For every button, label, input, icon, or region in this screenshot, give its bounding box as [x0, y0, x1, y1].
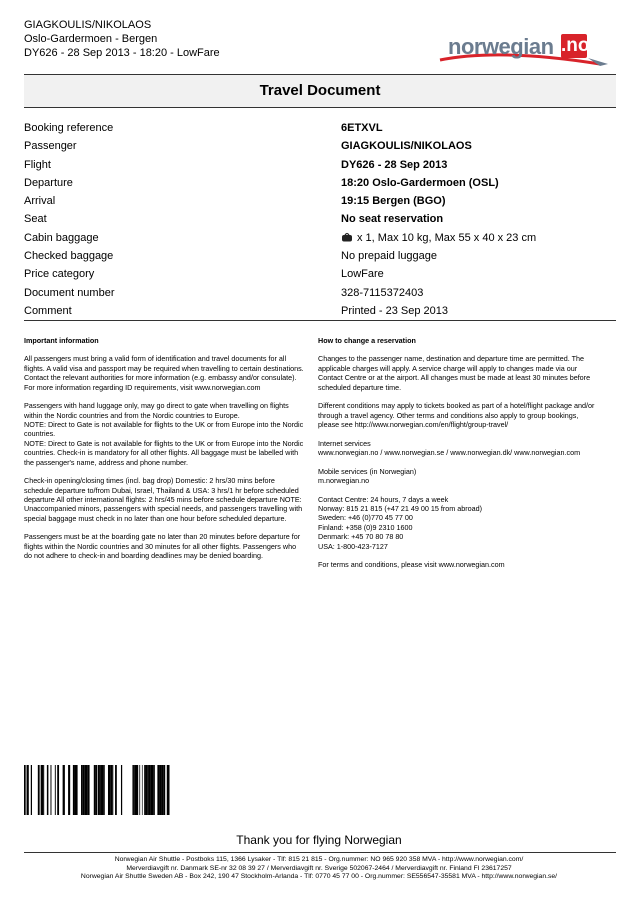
detail-value	[341, 229, 536, 247]
detail-value	[341, 174, 499, 192]
text-line: Passengers must be at the boarding gate no later than 20 minutes before departure for	[24, 532, 301, 542]
info-paragraph	[318, 495, 616, 551]
detail-value	[341, 210, 443, 228]
text-line: Internet services	[318, 438, 371, 448]
detail-value	[341, 192, 446, 210]
text-line: do not adhere to check-in and boarding deadlines may be denied boarding.	[24, 551, 263, 561]
change-reservation	[318, 336, 616, 579]
text-line: Passengers with hand luggage only, may go direct to gate when travelling on flights	[24, 401, 289, 411]
text-line: within the Nordic countries and from the Nordic countries to Europe.	[24, 410, 240, 420]
detail-value-text: LowFare	[341, 268, 384, 281]
text-line: Different conditions may apply to tickets booked as part of a hotel/flight package and/or	[318, 401, 595, 411]
detail-value	[341, 265, 384, 283]
text-line: countries. Check-in is mandatory for all other flights. All baggage must be labelled with	[24, 448, 299, 458]
reservation-heading: How to change a reservation	[318, 336, 416, 345]
info-paragraph	[24, 532, 320, 560]
company-footer	[0, 856, 638, 882]
text-line: All passengers must bring a valid form of identification and travel documents for all	[24, 354, 287, 364]
info-paragraph	[24, 476, 320, 523]
detail-label: Seat	[24, 213, 47, 226]
detail-value-text: No seat reservation	[341, 213, 444, 226]
info-paragraph	[318, 467, 616, 486]
info-paragraph	[318, 354, 616, 392]
detail-value	[341, 302, 448, 320]
text-line: the passenger's name, address and phone number.	[24, 457, 188, 467]
detail-label: Cabin baggage	[24, 231, 99, 244]
text-line: Sweden: +46 (0)770 45 77 00	[318, 513, 413, 523]
text-line: Unaccompanied minors, passengers with special needs, and passengers travelling with	[24, 504, 303, 514]
detail-label: Departure	[24, 176, 73, 189]
text-line: NOTE: Direct to Gate is not available for flights to the UK or from Europe into the Nordic	[24, 420, 304, 430]
text-line: Contact Centre or at the airport. All changes must be made at least 30 minutes before	[318, 373, 591, 383]
detail-label: Checked baggage	[24, 250, 114, 263]
detail-row	[24, 192, 616, 210]
text-line: m.norwegian.no	[318, 476, 370, 486]
detail-value-text: 6ETXVL	[341, 122, 383, 134]
text-line: For terms and conditions, please visit www.norwegian.com	[318, 560, 505, 570]
detail-value	[341, 156, 447, 174]
text-line: scheduled departure time.	[318, 382, 402, 392]
text-line: special baggage must check in no later than one hour before scheduled departure.	[24, 513, 287, 523]
detail-value	[341, 247, 437, 265]
detail-value-text: x 1, Max 10 kg, Max 55 x 40 x 23 cm	[357, 231, 537, 244]
detail-row	[24, 156, 616, 174]
text-line: flights within the Nordic countries and 30 minutes for all other flights. Passengers who	[24, 541, 297, 551]
booking-details	[24, 119, 616, 320]
important-information	[24, 336, 320, 570]
detail-value	[341, 284, 423, 302]
text-line: Contact the relevant authorities for more information (e.g. embassy and/or consulate).	[24, 373, 297, 383]
text-line: Denmark: +45 70 80 78 80	[318, 532, 404, 542]
text-line: flights. A valid visa and passport may be required when travelling to certain destinations.	[24, 363, 304, 373]
detail-value-text: 328-7115372403	[341, 286, 424, 299]
detail-label: Arrival	[24, 195, 56, 208]
text-line: Changes to the passenger name, destination and departure time are permitted. The	[318, 354, 584, 364]
detail-row	[24, 247, 616, 265]
header-route: Oslo-Gardermoen - Bergen	[24, 33, 158, 45]
text-line: USA: 1-800-423-7127	[318, 541, 388, 551]
detail-row	[24, 229, 616, 247]
detail-row	[24, 119, 616, 137]
header-flight-info: DY626 - 28 Sep 2013 - 18:20 - LowFare	[24, 47, 220, 59]
detail-label: Booking reference	[24, 122, 114, 134]
info-paragraph	[318, 439, 616, 458]
detail-row	[24, 284, 616, 302]
detail-value-text: No prepaid luggage	[341, 250, 438, 263]
logo-word: norwegian	[448, 34, 554, 59]
footer-divider	[24, 852, 616, 853]
detail-value-text: DY626 - 28 Sep 2013	[341, 158, 448, 171]
detail-value	[341, 119, 383, 137]
detail-value-text: 19:15 Bergen (BGO)	[341, 195, 446, 208]
footer-line: Norwegian Air Shuttle - Postboks 115, 1366 Lysaker - Tlf: 815 21 815 - Org.nummer: NO 965 920 358 MVA - http://www.norwegian.com/	[114, 856, 524, 863]
detail-row	[24, 302, 616, 320]
text-line: Mobile services (in Norwegian)	[318, 466, 417, 476]
text-line: through a travel agency. Other terms and conditions also apply to group bookings,	[318, 410, 579, 420]
important-heading: Important information	[24, 336, 99, 345]
thank-you-message: Thank you for flying Norwegian	[236, 833, 402, 847]
text-line: applicable charges will apply. A service charge will apply to changes made via our	[318, 363, 578, 373]
title-bar	[24, 74, 616, 108]
logo-tld: .no	[561, 35, 590, 56]
info-paragraph	[24, 401, 320, 467]
bag-icon	[341, 232, 353, 242]
info-paragraph	[24, 354, 320, 392]
passenger-header	[24, 18, 220, 60]
detail-label: Price category	[24, 268, 95, 281]
detail-value-text: Printed - 23 Sep 2013	[341, 304, 449, 317]
text-line: please see http://www.norwegian.com/en/flight/group-travel/	[318, 420, 509, 430]
info-paragraph	[318, 401, 616, 429]
detail-row	[24, 210, 616, 228]
detail-row	[24, 137, 616, 155]
text-line: Contact Centre: 24 hours, 7 days a week	[318, 494, 449, 504]
detail-row	[24, 265, 616, 283]
text-line: departure All other international flights: 2 hrs/45 mins before schedule departure NOTE:	[24, 495, 302, 505]
info-paragraph	[318, 560, 616, 569]
text-line: For more information regarding ID requirements, visit www.norwegian.com	[24, 382, 261, 392]
detail-label: Flight	[24, 158, 51, 171]
detail-label: Document number	[24, 286, 115, 299]
footer-line: Merverdiavgift nr. Danmark SE-nr 32 08 39 27 / Merverdiavgift nr. Sverige 502067-2464 / Merverdiavgift nr. Finland FI 23617257	[126, 864, 512, 872]
detail-value	[341, 137, 472, 155]
detail-value-text: GIAGKOULIS/NIKOLAOS	[341, 140, 472, 153]
detail-label: Passenger	[24, 140, 77, 153]
header-passenger-name: GIAGKOULIS/NIKOLAOS	[24, 19, 152, 31]
detail-row	[24, 174, 616, 192]
footer-line: Norwegian Air Shuttle Sweden AB - Box 242, 190 47 Stockholm-Arlanda - Tlf: 0770 45 77 00 - Org.nummer: SE556547-35581 MVA - http://www.norwegian.se/	[80, 873, 558, 881]
text-line: Norway: 815 21 815 (+47 21 49 00 15 from abroad)	[318, 504, 483, 514]
text-line: schedule departure to/from Dubai, Israel, Thailand & USA: 3 hrs/1 hr before scheduled	[24, 485, 299, 495]
text-line: NOTE: Direct to Gate is not available for flights to the UK or from Europe into the Nordic	[24, 438, 304, 448]
text-line: Finland: +358 (0)9 2310 1600	[318, 522, 413, 532]
norwegian-logo	[430, 30, 615, 70]
divider	[24, 320, 616, 321]
document-title: Travel Document	[259, 82, 381, 99]
text-line: www.norwegian.no / www.norwegian.se / www.norwegian.dk/ www.norwegian.com	[318, 448, 581, 458]
detail-value-text: 18:20 Oslo-Gardermoen (OSL)	[341, 176, 499, 189]
detail-label: Comment	[24, 304, 72, 317]
text-line: countries.	[24, 429, 56, 439]
barcode-image	[24, 765, 170, 815]
text-line: Check-in opening/closing times (incl. bag drop) Domestic: 2 hrs/30 mins before	[24, 476, 275, 486]
